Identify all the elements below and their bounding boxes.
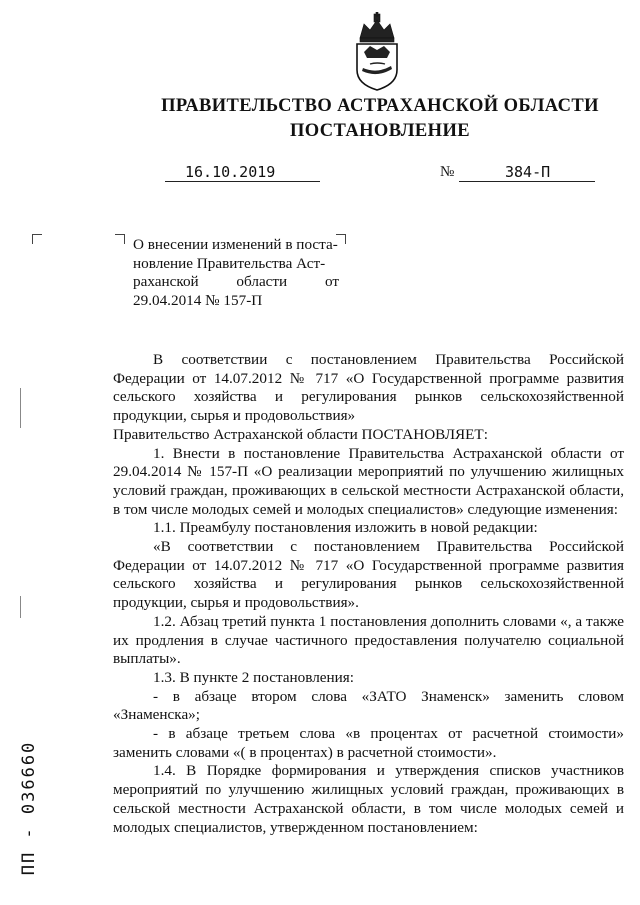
document-body — [113, 351, 624, 837]
body-paragraph: 1.4. В Порядке формирования и утверждения списков участников мероприятий по улучшению жилищных условий граждан, проживающих в сельской местности Астраханской области, в том числе молодых семей и молодых специалистов, утвержденном постановлением: — [113, 762, 624, 836]
subject-word: от — [324, 273, 339, 291]
body-paragraph: В соответствии с постановлением Правительства Российской Федерации от 14.07.2012 № 717 «О Государственной программе развития сельского хозяйства и регулирования рынков сельскохозяйственной продукции, сырья и продовольствия» — [113, 351, 624, 425]
subject-word: раханской — [133, 273, 199, 291]
subject-line: О внесении изменений в поста- — [133, 236, 338, 253]
number-label: № — [440, 164, 455, 180]
date-underline — [165, 181, 320, 182]
subject-line: новление Правительства Аст- — [133, 254, 326, 272]
number-underline — [459, 181, 595, 182]
left-margin-corner — [32, 234, 42, 244]
serial-stamp — [14, 728, 44, 888]
body-paragraph: 1.1. Преамбулу постановления изложить в новой редакции: — [153, 519, 538, 537]
margin-mark — [20, 388, 21, 428]
body-paragraph: 1.2. Абзац третий пункта 1 постановления дополнить словами «, а также их продления в случае частичного предоставления получателю социальной выплаты». — [113, 612, 624, 668]
subject-word: области — [236, 273, 288, 291]
subject-line: 29.04.2014 № 157-П — [133, 291, 263, 309]
body-paragraph: 1.3. В пункте 2 постановления: — [153, 668, 354, 686]
subject-line — [133, 273, 339, 292]
body-paragraph: «В соответствии с постановлением Правительства Российской Федерации от 14.07.2012 № 717 «О Государственной программе развития сельского хозяйства и регулирования рынков сельскохозяйственной продукции, сырья и продовольствия». — [113, 538, 624, 612]
body-paragraph: Правительство Астраханской области ПОСТАНОВЛЯЕТ: — [113, 425, 488, 443]
document-number: 384-П — [505, 163, 551, 181]
margin-mark — [20, 596, 21, 618]
serial-code: ПП - 036660 — [19, 740, 39, 876]
body-paragraph: 1. Внести в постановление Правительства Астраханской области от 29.04.2014 № 157-П «О реализации мероприятий по улучшению жилищных условий граждан, проживающих в сельской местности Астраханской области, в том числе молодых семей и молодых специалистов» следующие изменения: — [113, 444, 624, 518]
document-date: 16.10.2019 — [185, 163, 276, 181]
government-title: ПРАВИТЕЛЬСТВО АСТРАХАНСКОЙ ОБЛАСТИ — [161, 96, 599, 116]
coat-of-arms-emblem — [352, 12, 402, 92]
subject-corner-left — [115, 234, 125, 244]
body-paragraph: - в абзаце третьем слова «в процентах от расчетной стоимости» заменить словами «( в процентах) в расчетной стоимости». — [113, 725, 624, 761]
document-type-title: ПОСТАНОВЛЕНИЕ — [289, 121, 470, 141]
document-subject — [133, 236, 339, 310]
body-paragraph: - в абзаце втором слова «ЗАТО Знаменск» заменить словом «Знаменска»; — [113, 687, 624, 724]
